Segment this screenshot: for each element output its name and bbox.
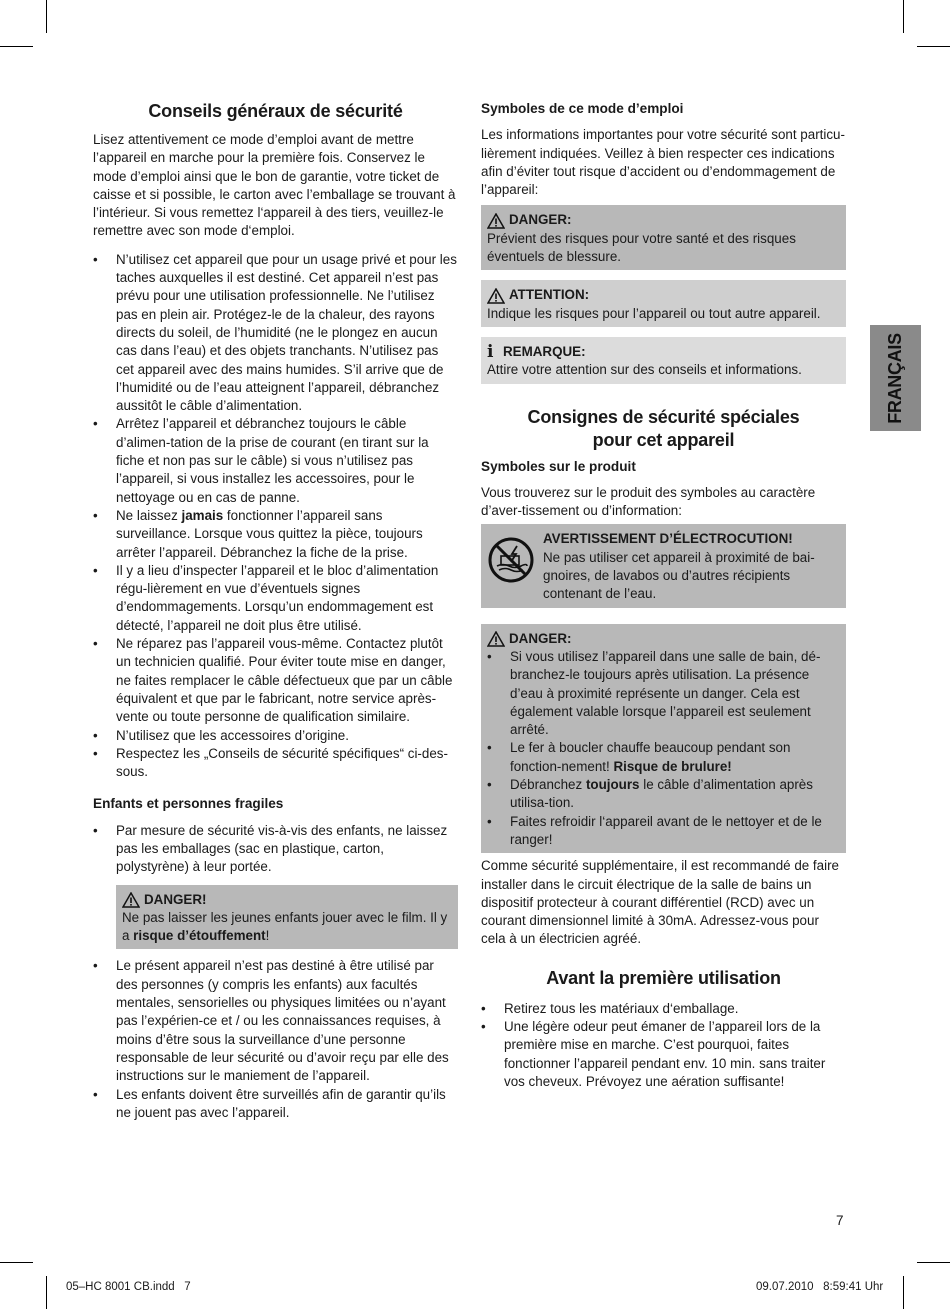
crop-mark [46,1276,47,1309]
first-use-list [481,1000,846,1091]
crop-mark [46,0,47,33]
right-column [481,100,846,1091]
list-item: • Faites refroidir l‘appareil avant de le nettoyer et de le ranger! [487,813,840,850]
list-item: • Retirez tous les matériaux d‘emballage. [481,1000,846,1018]
attention-symbol-box [481,280,846,327]
danger-symbol-box [481,205,846,270]
danger-text: Prévient des risques pour votre santé et des risques éventuels de blessure. [487,230,796,265]
attention-text: Indique les risques pour l’appareil ou tout autre appareil. [487,305,821,321]
section-title-special-safety: Consignes de sécurité spéciales pour cet appareil [527,406,800,450]
footer-file-info: 05–HC 8001 CB.indd 7 [66,1281,191,1293]
warning-triangle-icon [487,631,505,647]
subsection-title-product-symbols: Symboles sur le produit [481,458,636,474]
list-item: • Ne laissez jamais fonctionner l’appareil sans surveillance. Lorsque vous quittez la pièce, toujours arrêter l’appareil. Débranchez la fiche de la prise. [93,507,458,562]
footer-timestamp: 09.07.2010 8:59:41 Uhr [756,1281,884,1293]
subsection-title-children: Enfants et personnes fragiles [93,796,284,812]
list-item: • Arrêtez l’appareil et débranchez toujours le câble d’alimen-tation de la prise de courant (en tirant sur la fiche et non pas sur le câble) si vous n’utilisez pas l’appareil, si vous installez les accessoires, pour le nettoyage ou en cas de panne. [93,415,458,506]
list-item: • Il y a lieu d’inspecter l’appareil et le bloc d’alimentation régu-lièrement en vue d’éventuels signes d’endommagements. Lorsqu’un endommagement est détecté, l’appareil ne doit plus être utilisé. [93,562,458,635]
danger-text: Ne pas laisser les jeunes enfants jouer avec le film. Il y a risque d’étouffement! [122,909,448,944]
electrocution-text: Ne pas utiliser cet appareil à proximité de bai-gnoires, de lavabos ou d’autres récipients contenant de l’eau. [543,549,815,602]
crop-mark [0,46,33,47]
safety-list [93,251,458,782]
danger-title: DANGER: [509,212,572,228]
info-icon: i [487,341,494,362]
list-item: • Ne réparez pas l’appareil vous-même. Contactez plutôt un technicien qualifié. Pour éviter toute mise en danger, ne faites remplacer le câble défectueux que par un câble équivalent et que par le fabricant, notre service après-vente ou toute personne de qualification similaire. [93,635,458,726]
warning-triangle-icon [487,213,505,229]
list-item: • Une légère odeur peut émaner de l’appareil lors de la première mise en marche. C’est pourquoi, faites fonctionner l’appareil pendant env. 10 min. sans traiter vos cheveux. Prévoyez une aération suffisante! [481,1018,846,1091]
children-list-2 [93,957,458,1122]
crop-mark [917,46,950,47]
list-item: • Le présent appareil n’est pas destiné à être utilisé par des personnes (y compris les enfants) aux facultés mentales, sensorielles ou physiques limitées ou n’ayant pas l’expérien-ce et / ou les connaissances requises, à moins d’être sous la surveillance d’une personne responsable de leur sécurité ou d’avoir reçu par elle des instructions sur le maniement de l’appareil. [93,957,458,1085]
warning-triangle-icon [487,288,505,304]
section-title-general-safety: Conseils généraux de sécurité [148,101,403,121]
list-item: • Si vous utilisez l’appareil dans une salle de bain, dé-branchez-le toujours après utilisation. La présence d’eau à proximité représente un danger. Cela est également valable lorsque l’appareil est seulement arrêté. [487,648,840,739]
list-item: • Le fer à boucler chauffe beaucoup pendant son fonction-nement! Risque de brulure! [487,739,840,776]
remark-title: REMARQUE: [503,343,586,359]
language-tab-label: FRANÇAIS [885,332,906,424]
danger-box-product [481,624,846,854]
electrocution-warning-box [481,524,846,607]
left-column [93,100,458,1122]
crop-mark [917,1262,950,1263]
page-number: 7 [836,1213,844,1228]
attention-title: ATTENTION: [509,287,590,303]
subsection-title-symbols: Symboles de ce mode d’emploi [481,101,684,116]
language-tab [870,325,921,431]
danger-title: DANGER: [509,630,572,646]
crop-mark [903,0,904,33]
intro-paragraph: Lisez attentivement ce mode d’emploi avant de mettre l’appareil en marche pour la première fois. Conservez le mode d’emploi ainsi que le bon de garantie, votre ticket de caisse et si possible, le carton avec l’emballage se trouvant à l’intérieur. Si vous remettez l‘appareil à des tiers, veuillez-le remettre avec son mode d‘emploi. [93,132,456,239]
list-item: • Par mesure de sécurité vis-à-vis des enfants, ne laissez pas les emballages (sac en plastique, carton, polystyrène) à leur portée. [93,822,458,877]
list-item: • N’utilisez cet appareil que pour un usage privé et pour les taches auxquelles il est destiné. Cet appareil n’est pas prévu pour une utilisation professionnelle. Ne l’utilisez pas en plein air. Protégez-le de la chaleur, des rayons directs du soleil, de l’humidité (ne le plongez en aucun cas dans l’eau) et des objets tranchants. N’utilisez pas cet appareil avec des mains humides. S’il arrive que de l’humidité ou de l’eau atteignent l’appareil, débranchez aussitôt le câble d’alimentation. [93,251,458,416]
emphasis: jamais [181,507,224,523]
remark-text: Attire votre attention sur des conseils et informations. [487,362,802,378]
children-list-1 [93,822,458,877]
section-title-first-use: Avant la première utilisation [546,967,781,988]
list-item: • Respectez les „Conseils de sécurité spécifiques“ ci-des-sous. [93,745,458,782]
product-symbols-intro: Vous trouverez sur le produit des symboles au caractère d’aver-tissement ou d’information: [481,484,816,519]
warning-triangle-icon [122,892,140,908]
list-item: • N’utilisez que les accessoires d’origine. [93,727,458,745]
rcd-paragraph: Comme sécurité supplémentaire, il est recommandé de faire installer dans le circuit électrique de la salle de bains un dispositif protecteur à courant différentiel (RCD) avec un courant dimensionnel limité à 30mA. Adressez-vous pour cela à un électricien agréé. [481,858,839,947]
crop-mark [0,1262,33,1263]
list-item: • Débranchez toujours le câble d’alimentation après utilisa-tion. [487,776,840,813]
electrocution-title: AVERTISSEMENT D’ÉLECTROCUTION! [543,531,793,547]
crop-mark [903,1276,904,1309]
no-bath-electrocution-icon [487,536,535,584]
danger-title: DANGER! [144,891,207,907]
symbols-intro: Les informations importantes pour votre sécurité sont particu-lièrement indiquées. Veillez à bien respecter ces indications afin d’éviter tout risque d’accident ou d’endommagement de l’appareil: [481,127,845,198]
danger-list [487,648,840,849]
remark-symbol-box [481,337,846,384]
danger-box-children [116,885,458,950]
list-item: • Les enfants doivent être surveillés afin de garantir qu’ils ne jouent pas avec l’appareil. [93,1086,458,1123]
